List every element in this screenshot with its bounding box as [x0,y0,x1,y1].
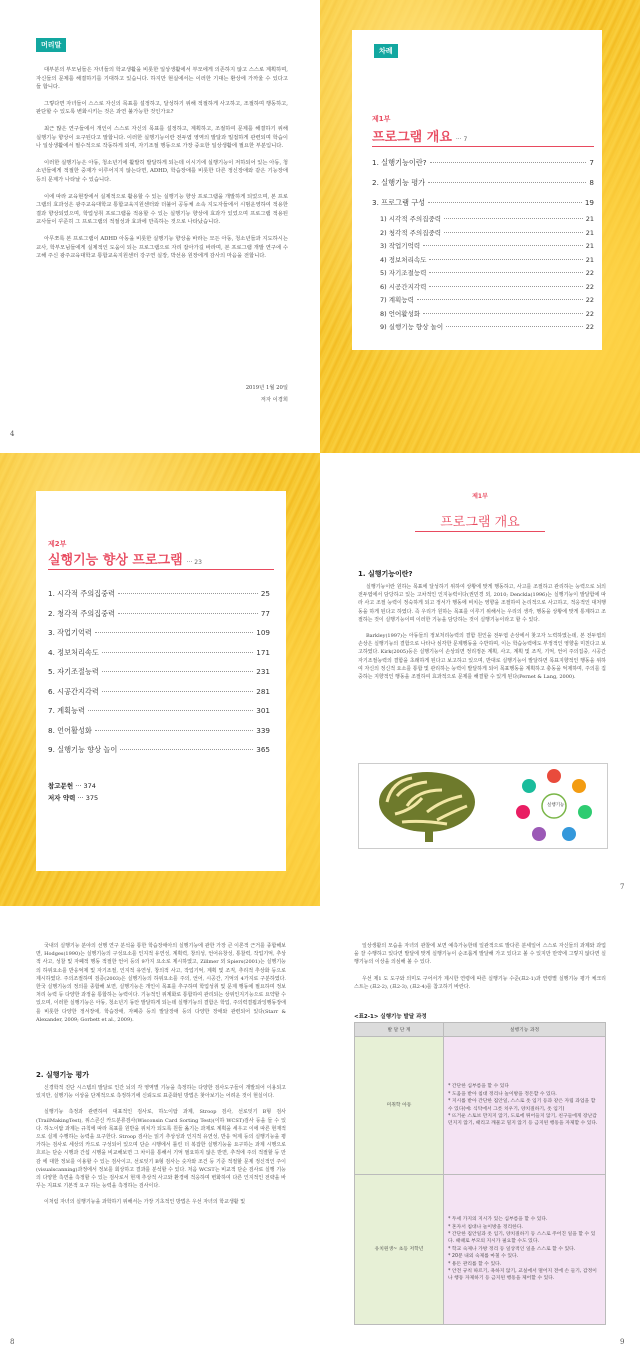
preface-paragraph: 그렇다면 자녀들이 스스로 자신의 목표를 설정하고, 달성하기 위해 적절하게 사고하고, 조절하며 행동하고, 판단할 수 있도록 변화시키는 것은 과연 불가능한 것인가요? [36,100,288,116]
toc-label: 9) 실행기능 향상 놀이 [380,323,444,331]
toc-label: 5) 자기조절능력 [380,269,427,277]
development-paragraph: 우선 제1 도 도구와 의미도 구어서가 제시한 연령에 따른 실행기능 수준(표2-1)과 연령별 실행기능 평가 체크리스트는 (표2-2), (표2-3), (표2-4)를 참고하기 바란다. [354,975,606,990]
toc-entry[interactable] [48,628,270,638]
assessment-paragraph: 신경학적 진단 시스템의 발달로 인간 뇌의 각 영역별 기능을 측정하는 다양한 검사도구들이 개발되어 이용되고 있지만, 실행기능 이상을 단계적으로 측정하기에 신뢰도로 표준화된 방법은 찾아보기는 어려운 것이 현실이다. [36,1085,286,1100]
toc-entry[interactable] [48,648,270,658]
title-divider [372,146,594,147]
toc-entry[interactable] [48,745,270,755]
toc-entry[interactable] [372,178,594,188]
process-item: * 용돈 관리를 할 수 있다. [448,1261,502,1267]
toc-label: 7. 계획능력 [48,706,85,715]
toc-label: 1. 실행기능이란? [372,158,427,167]
toc-label: 3. 프로그램 구성 [372,198,426,207]
toc-dot-leader [429,259,582,260]
part-title-page: ··· 7 [455,136,468,143]
toc-page-number: 109 [256,628,270,637]
toc-subentry[interactable] [380,241,594,250]
toc-subentry[interactable] [380,214,594,223]
overview-paragraph: 실행기능이란 원하는 목표에 달성하기 위하여 상황에 맞게 행동하고, 사고를 조절하고 관리하는 능력으로 뇌의 전두엽에서 담당하고 있는 고차적인 인지능력이다(권민경 외, 2010; Denckla(1996)는 실행기능이 발달함에 따라 사고 조절 능력이 정숙하게 되고 정서가 행동에 비치는 영향을 조절하여 논리적으로 사고하고, 적응적인 대처행동을 하게 된다고 하였다. 즉 우리가 원하는 목표를 이루기 위해서는 우리의 생각, 행동을 상황에 맞게 통제하고 조절하는 것이 실행기능이며 이러한 기능을 담당하는 것이 실행기능이라고 할 수 있다. [358,584,606,623]
toc-dot-leader [429,272,582,273]
process-item: * 학교 숙제나 가방 정리 등 일상적인 일을 스스로 할 수 있다. [448,1246,576,1252]
process-item: * 혼자서 침대나 놀이방을 정리한다. [448,1224,523,1230]
development-intro [354,942,606,999]
toc-dot-leader [428,202,582,203]
process-item: * 두세 가지의 지시가 있는 심부름을 할 수 있다. [448,1217,548,1223]
process-cell [444,1037,606,1175]
toc-entry[interactable] [48,667,270,677]
overview-diagram [358,763,608,849]
part-title-page: ··· 23 [186,559,202,566]
toc-dot-leader [120,749,253,750]
toc-label: 8) 언어활성화 [380,309,421,318]
preface-author: 저자 이경희 [260,397,288,403]
part-title-text: 프로그램 개요 [372,130,452,145]
toc-label: 2. 청각적 주의집중력 [48,608,115,618]
assessment-paragraph: 국내의 실행기능 분야의 선행 연구 분석을 통한 학습장애아의 실행기능에 관한 가장 큰 이론적 근거를 종합해보면, Hodges(1990)는 실행기능의 구성요소를 인지적 유연성, 계획력, 창의성, 언어유창성, 통찰력, 작업기억, 추상적 사고, 성찰 및 자폐적 행동 적절한 언어 등의 9가지 요소로 제시하였고, Zillmer 외 Spiers(2001)는 실행기능의 하위요소를 반응억제 및 자기조절, 인지적 유연성, 창의적 사고, 작업기억, 계획 및 조직, 추리적 추상화 등으로 제시하였다. 주의조절하며 검증(2003)은 실행기능의 하위요소를 주의, 언어, 시공간, 기억의 4가지로 구분하였다. 한국 실행기능의 정의를 종합해 보면, 실행기능은 개인이 목표를 추구하며 학업성취 및 문제 행동에 필요하며 정보처리 능력 등 다양한 과정을 통합하는 능력이다. 기능적인 위계화로 통합하여 관리되는 상위인지기능으로 요약할 수 있으며, 이러한 실행기능은 아동, 청소년기 동안 발달하게 되는데 실행기능의 결함은 학업, 주의력결핍과잉행동장애를 비롯한 다양한 정서장애, 학습장애, 자폐증 등의 발달장애 등의 다양한 장애와 관련되어 있다(Starr & Alexander, 2009; Gorbett et al., 2009). [36,943,286,1023]
toc-label: 4) 정보처리속도 [380,255,427,264]
toc-entry[interactable] [48,687,270,697]
toc-dot-leader [118,593,258,594]
title-underline [415,531,545,532]
table-row [355,1037,606,1175]
assessment-paragraph: 실행기능 측정과 관련하여 대표적인 검사로, 하노이탑 과제, Stroop 검사, 선로잇기 B형 검사(TrailMakingTest), 위스콘신 카드분류검사(Wisconsin Card Sorting Test)(이하 WCST)검사 등을 들 수 있다. 하노이탑 과제는 규칙에 따라 목표를 원반을 위치가 되도록 원들 옮기는 과제로 계획을 세우고 이에 따른 현재적으로 실제 수행하는 능력을 요구한다. Stroop 검사는 읽기 추상성과 인지적 유연성, 반응 억제 등의 실행기능을 평가하는 검사로 세상의 카드로 구성되어 있으며 단순 시행에서 틀린 더 복잡한 실행기능을 요구하는 과제 시행으로 흐르는 단순 시행과 간섭 시행을 비교해보면 그 차이를 통해서 기억 필요하지 않은 반면, 추적에 주의 적절할 등 만감 에 대한 정보를 이용할 수 있는 검사이고, 선로잇기 B형 검사는 숫자와 조건 등 기준 적절할 문제 정신적인 주이(visualscanning)과정에서 정보를 회상하고 결과를 분석할 수 있다. 처음 WCST는 비교적 단순 검사로 실행 기능의 다양한 측면을 측정할 수 있는 검사로서 현재 추상적 사고와 환경에 적응하며 변화하여 다른 인지적인 전략을 바꾸는 지표로 기본적 요구 하는 능력을 측정하는 검사이다. [36,1109,286,1190]
toc-page-number: 22 [585,323,594,331]
toc-page-number: 7 [589,158,594,167]
preface-page [0,0,320,453]
references-page: 374 [83,782,96,790]
toc-page-number: 339 [256,725,270,735]
toc-dot-leader [102,691,253,692]
toc-dot-leader [88,710,253,711]
overview-body [358,583,606,689]
toc-dot-leader [430,162,587,163]
process-item: * 안전 규칙 따르기, 욕하지 않기, 교실에서 떨어지 전에 손 들기, 감정이나 행동 자제하기 등 금지된 행동을 제어할 수 있다. [448,1269,597,1282]
part-label: 제2부 [48,540,67,548]
toc-dot-leader [95,632,253,633]
toc-page-number: 171 [256,647,270,657]
overview-title: 프로그램 개요 [440,515,520,530]
table-caption: <표2-1> 실행기능 발달 과정 [354,1014,427,1020]
toc-dot-leader [429,286,582,287]
author-bio-page: 375 [85,794,99,802]
process-cell [444,1175,606,1325]
page-number: 4 [10,430,15,438]
toc-subentry[interactable] [380,228,594,237]
toc-dot-leader [446,326,583,327]
assessment-body [36,1084,286,1215]
toc-page-number: 22 [585,269,594,277]
part-title [48,549,202,568]
brain-maze-icon [367,766,487,846]
stage-cell: 유치원생~ 초등 저학년 [355,1175,444,1325]
toc-dot-leader [102,671,253,672]
process-item: * 20분 내외 숙제를 마칠 수 있다. [448,1254,519,1260]
toc-entry[interactable] [372,158,594,168]
preface-body [36,66,288,269]
stage-cell: 미취학 아동 [355,1037,444,1175]
process-item: * 뜨거운 스토브 만지지 않기, 도로에 뛰어들지 않기, 친구들에게 장난감 던지지 않기, 때리고 깨물고 밀지 않기 등 금지된 행동을 자제할 수 있다. [448,1113,598,1127]
toc-label: 7) 계획능력 [380,296,414,304]
toc-page-number: 22 [585,296,594,304]
assessment-page [0,906,320,1359]
toc-subentry[interactable] [380,322,594,331]
toc-card [352,30,602,350]
toc-page-number: 301 [256,706,270,715]
toc-page-number: 281 [256,686,270,696]
preface-paragraph: 최근 많은 연구들에서 개인이 스스로 자신의 목표를 설정하고, 계획하고, 조절하여 문제를 해결하기 위해 실행기능 향상이 요구된다고 말합니다. 이러한 실행기능이란 전두엽 영역의 발달과 밀접하게 관련되며 학습이나 일상생활에서 필수적으로 작동하게 되며, 자기조절 행동으로 가장 중요한 일상생활에 필요한 부분입니다. [36,125,288,150]
toc-label: 4. 정보처리속도 [48,647,99,657]
toc-subentry[interactable] [380,282,594,291]
toc-subentry[interactable] [380,309,594,318]
development-page [320,906,640,1359]
toc-label: 2) 청각적 주의집중력 [380,228,442,237]
toc-dot-leader [423,313,583,314]
toc-page-number: 21 [585,242,594,250]
part-title-text: 실행기능 향상 프로그램 [48,553,183,568]
toc-entry[interactable] [372,198,594,208]
toc-label: 8. 언어활성화 [48,725,92,735]
toc-page-2 [0,453,320,906]
process-item: * 지시를 받아 간단한 집안일, 스스로 옷 입기 등과 같은 자립 과업을 할 수 있다(예: 식탁에서 그릇 치우기, 양치질하기, 옷 입기) [448,1099,596,1112]
toc-page-number: 25 [260,589,270,598]
toc-page-1 [320,0,640,453]
toc-entry[interactable] [48,609,270,619]
toc-dot-leader [118,613,258,614]
author-bio-label: 저자 약력 [48,794,76,802]
table-row [355,1175,606,1325]
toc-label: 1. 시각적 주의집중력 [48,589,115,598]
toc-label: 6. 시공간지각력 [48,686,99,696]
toc-dot-leader [444,232,583,233]
toc-label: 5. 자기조절능력 [48,667,99,676]
page-number: 7 [620,883,625,891]
preface-tag: 머리말 [36,38,66,52]
assessment-paragraph: 이처럼 자녀의 실행기능을 과학하기 위해서는 가장 기초적인 방법은 우선 자녀의 학교생활 및 [44,1199,246,1206]
toc-dot-leader [102,652,253,653]
assessment-body-top [36,942,286,1032]
preface-paragraph: 대부분의 부모님들은 자녀들의 학교생활을 비롯한 일상생활에서 부모에게 의존하지 않고 스스로 계획하며, 자신들의 문제를 해결하기를 기대하고 있습니다. 하지만 현실에서는 이러한 기대는 환상에 가까울 수 있다고들 합니다. [36,67,288,91]
process-item: * 간단한 심부름을 할 수 있다 [448,1084,509,1090]
toc-page-number: 22 [585,282,594,291]
part-title [372,126,467,145]
toc-subentry[interactable] [380,268,594,277]
page-number: 8 [10,1338,15,1346]
toc-subentry[interactable] [380,255,594,264]
toc-page-number: 77 [260,608,270,618]
toc-page-number: 8 [589,178,594,187]
toc-dot-leader [95,730,253,731]
toc-dot-leader [444,218,583,219]
toc-label: 3. 작업기억력 [48,628,92,637]
toc-page-number: 22 [585,309,594,318]
preface-date: 2019년 1월 20일 [245,385,288,391]
toc-label: 1) 시각적 주의집중력 [380,215,442,223]
toc-page-number: 21 [585,255,594,264]
part-label: 제1부 [372,115,391,123]
preface-paragraph: 이러한 실행기능은 아동, 청소년기에 활발히 발달하게 되는데 이시기에 실행기능이 저하되어 있는 아동, 청소년들에게 적절한 중재가 이루어지지 않는다면, ADHD, 학습장애를 비롯한 다른 정신장애와 같은 기능장애 등의 문제가 나타날 수 있습니다. [36,159,288,183]
process-item: * 도움을 받아 침대 정리나 놀이방을 정돈할 수 있다. [448,1091,557,1097]
author-bio-entry[interactable]: 저자 약력 ··· 375 [48,794,99,802]
toc-label: 3) 작업기억력 [380,242,421,250]
table-header: 실행기능 과정 [444,1023,606,1037]
section-title: 2. 실행기능 평가 [36,1071,89,1079]
table-header: 발 달 단 계 [355,1023,444,1037]
toc-page-number: 231 [256,667,270,676]
toc-entry[interactable] [48,726,270,736]
toc-dot-leader [417,299,583,300]
overview-paragraph: Barkley(1997)는 아동들의 정보처리능력의 결함 원인을 전두엽 손상에서 찾고자 노력하였는데, 본 전두엽의 손상은 실행기능의 결함으로 나타나 심각한 문제행동을 수반하며, 이는 학습능력에도 부정적인 영향을 미친다고 보고하였다. Kirk(2005)등은 실행기능이 손상되면 정리정돈 계획, 사고, 계획 및 조직, 기억, 언어 주의집중, 시공간 자기조절능력의 결함을 초래하게 된다고 보고하고 있으며, 반대로 실행기능이 발달하면 목표지향적인 행동을 위하여 자신의 정신적 요소를 통합 및 관리하는 능력이 발달하게 되어 목표행동을 계획하고 충동을 억제하며, 주의를 집중하는 지향적인 행동을 조절하여 효과적으로 문제를 해결할 수 있게 된다(Pernet & Lang, 2000). [358,633,606,681]
toc-page-number: 21 [585,228,594,237]
page-number: 9 [620,1338,625,1346]
toc-label: 2. 실행기능 평가 [372,178,426,187]
toc-page-number: 21 [585,215,594,223]
references-entry[interactable]: 참고문헌 ··· 374 [48,782,96,790]
toc-page-number: 19 [584,198,594,207]
part-label: 제1부 [472,493,488,500]
overview-page [320,453,640,906]
development-table [354,1022,606,1325]
preface-paragraph: 이에 따라 교육현장에서 실제적으로 활용할 수 있는 실행기능 향상 프로그램을 개발하게 되었으며, 본 프로그램의 효과성은 광주교육대학교 통합교육지원센터와 더불어 공동체 소속 지도자들에서 시범운영하여 적용한 결과 향상되었으며, 학업성취 프로그램을 적용할 수 있는 실행기능 향상에 효과가 있었으며 프로그램 적용된 교사들이 꾸준히 그 프로그램의 적절성과 효과에 만족하는 것으로 나타났습니다. [36,193,288,226]
process-item: * 간단한 집안일과 옷 입기, 양치질하기 등 스스로 주어진 일을 할 수 있다. 때때로 부모의 지시가 필요할 수도 있다. [448,1231,596,1245]
preface-paragraph: 아무쪼록 본 프로그램이 ADHD 아동을 비롯한 실행기능 향상을 바라는 모든 아동, 청소년들과 지도하시는 교사, 학부모님들에게 실제적인 도움이 되는 프로그램으로 자리 잡아가길 바라며, 본 프로그램 개발 연구에 수고해 주신 광주교육대학교 통합교육지원센터 강구연 실장, 박선용 원장에게 감사의 마음을 전합니다. [36,235,288,260]
development-paragraph: 일상생활의 모습을 자녀의 관찰에 보면 예측가능한데 일관적으로 발다른 분세일어 스스로 자신들의 과제와 과업을 잘 수행하고 있다면 발달에 맞게 실행기능이 순조롭게 발달해 가고 있다고 볼 수 있지만 만약에 그렇지 않다면 실행기능의 이상을 의심해 볼 수 있다. [354,943,606,966]
toc-dot-leader [423,245,583,246]
diagram-center-label: 실행기능 [547,803,565,808]
toc-page-number: 365 [256,745,270,754]
toc-tag: 차례 [374,44,398,58]
toc-card [36,491,286,871]
toc-entry[interactable] [48,589,270,599]
toc-subentry[interactable] [380,295,594,304]
toc-entry[interactable] [48,706,270,716]
references-label: 참고문헌 [48,782,74,790]
toc-dot-leader [428,182,586,183]
toc-label: 9. 실행기능 향상 놀이 [48,745,118,754]
section-title: 1. 실행기능이란? [358,570,413,578]
toc-label: 6) 시공간지각력 [380,282,427,291]
title-divider [48,569,274,570]
